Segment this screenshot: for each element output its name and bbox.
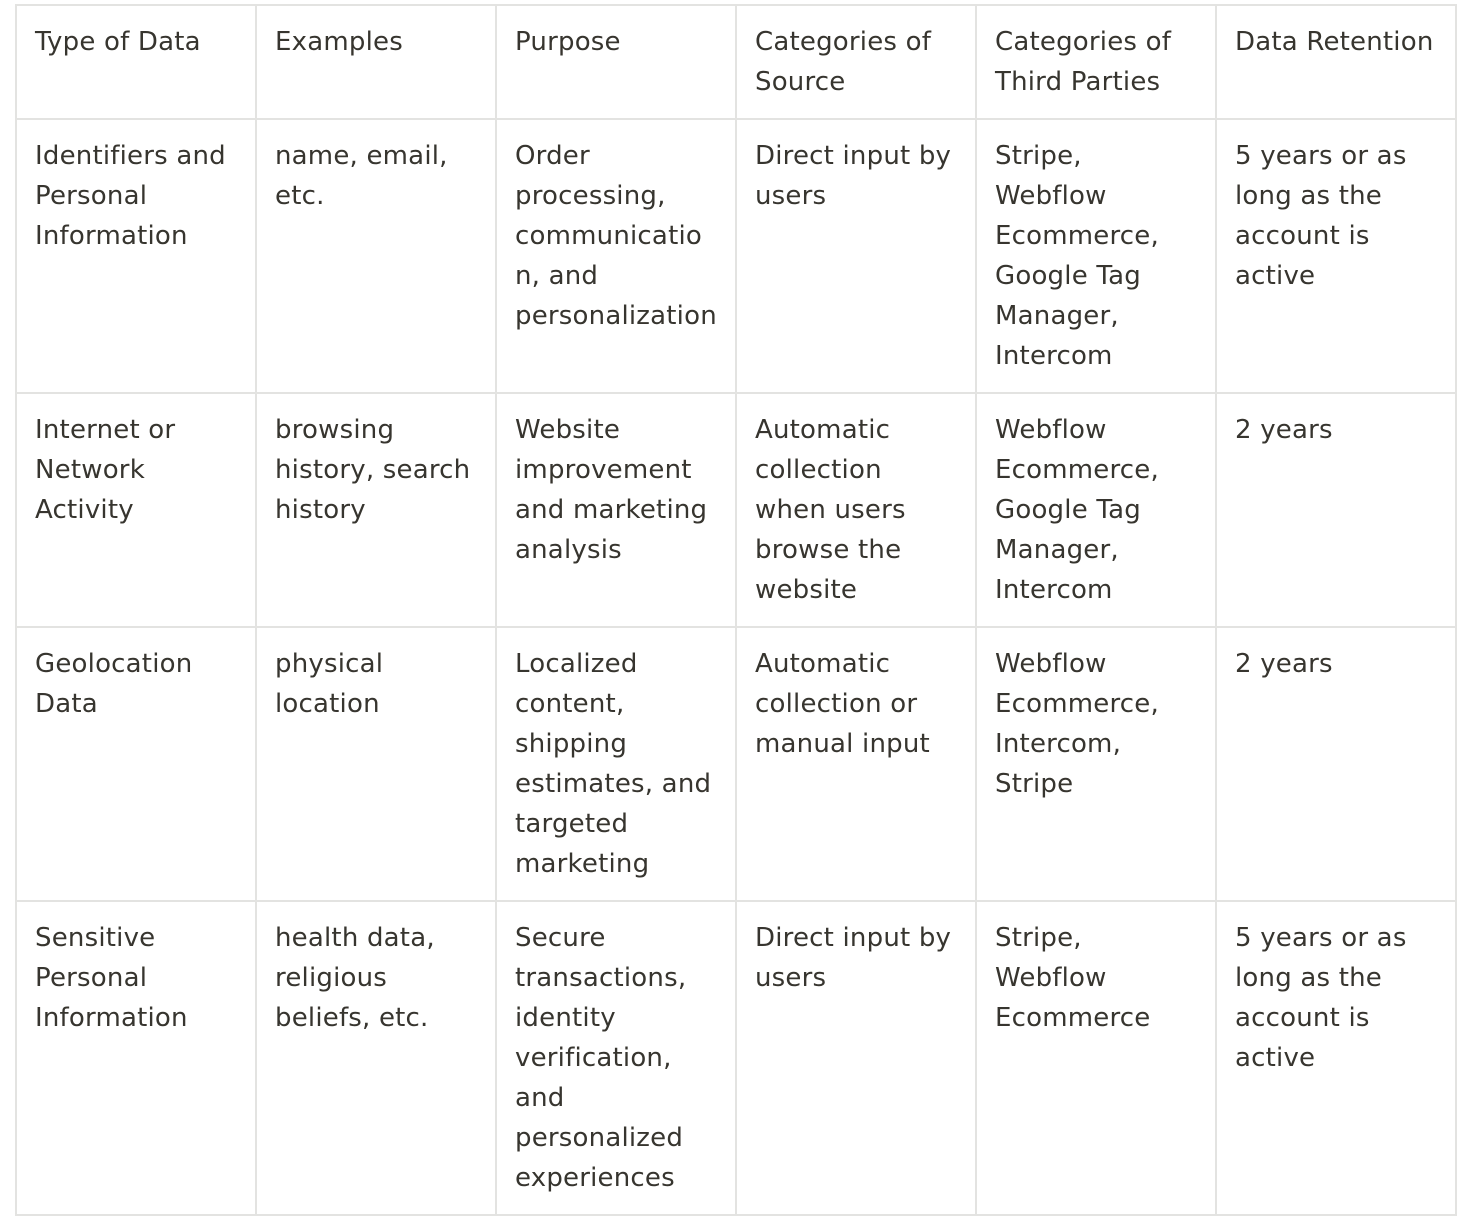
cell-examples: physical location [256, 627, 496, 901]
cell-type-of-data: Identifiers and Personal Information [16, 119, 256, 393]
cell-data-retention: 2 years [1216, 393, 1456, 627]
cell-categories-of-third-parties: Webflow Ecommerce, Intercom, Stripe [976, 627, 1216, 901]
cell-categories-of-source: Automatic collection when users browse the website [736, 393, 976, 627]
header-categories-of-source: Categories of Source [736, 5, 976, 119]
table-header [16, 5, 1456, 119]
header-type-of-data: Type of Data [16, 5, 256, 119]
header-purpose: Purpose [496, 5, 736, 119]
table-body [16, 119, 1456, 1215]
header-categories-of-third-parties: Categories of Third Parties [976, 5, 1216, 119]
cell-categories-of-third-parties: Stripe, Webflow Ecommerce, Google Tag Manager, Intercom [976, 119, 1216, 393]
cell-categories-of-source: Direct input by users [736, 901, 976, 1215]
cell-data-retention: 5 years or as long as the account is active [1216, 119, 1456, 393]
cell-categories-of-third-parties: Stripe, Webflow Ecommerce [976, 901, 1216, 1215]
cell-type-of-data: Geolocation Data [16, 627, 256, 901]
header-data-retention: Data Retention [1216, 5, 1456, 119]
cell-categories-of-source: Automatic collection or manual input [736, 627, 976, 901]
cell-categories-of-source: Direct input by users [736, 119, 976, 393]
header-row [16, 5, 1456, 119]
cell-purpose: Secure transactions, identity verification, and personalized experiences [496, 901, 736, 1215]
cell-data-retention: 2 years [1216, 627, 1456, 901]
cell-examples: health data, religious beliefs, etc. [256, 901, 496, 1215]
cell-categories-of-third-parties: Webflow Ecommerce, Google Tag Manager, Intercom [976, 393, 1216, 627]
cell-type-of-data: Internet or Network Activity [16, 393, 256, 627]
table-row [16, 119, 1456, 393]
cell-examples: browsing history, search history [256, 393, 496, 627]
table-row [16, 393, 1456, 627]
cell-purpose: Localized content, shipping estimates, and targeted marketing [496, 627, 736, 901]
cell-data-retention: 5 years or as long as the account is active [1216, 901, 1456, 1215]
cell-purpose: Order processing, communication, and personalization [496, 119, 736, 393]
table-row [16, 901, 1456, 1215]
data-categories-table [15, 4, 1457, 1216]
cell-type-of-data: Sensitive Personal Information [16, 901, 256, 1215]
cell-examples: name, email, etc. [256, 119, 496, 393]
cell-purpose: Website improvement and marketing analysis [496, 393, 736, 627]
table-row [16, 627, 1456, 901]
header-examples: Examples [256, 5, 496, 119]
